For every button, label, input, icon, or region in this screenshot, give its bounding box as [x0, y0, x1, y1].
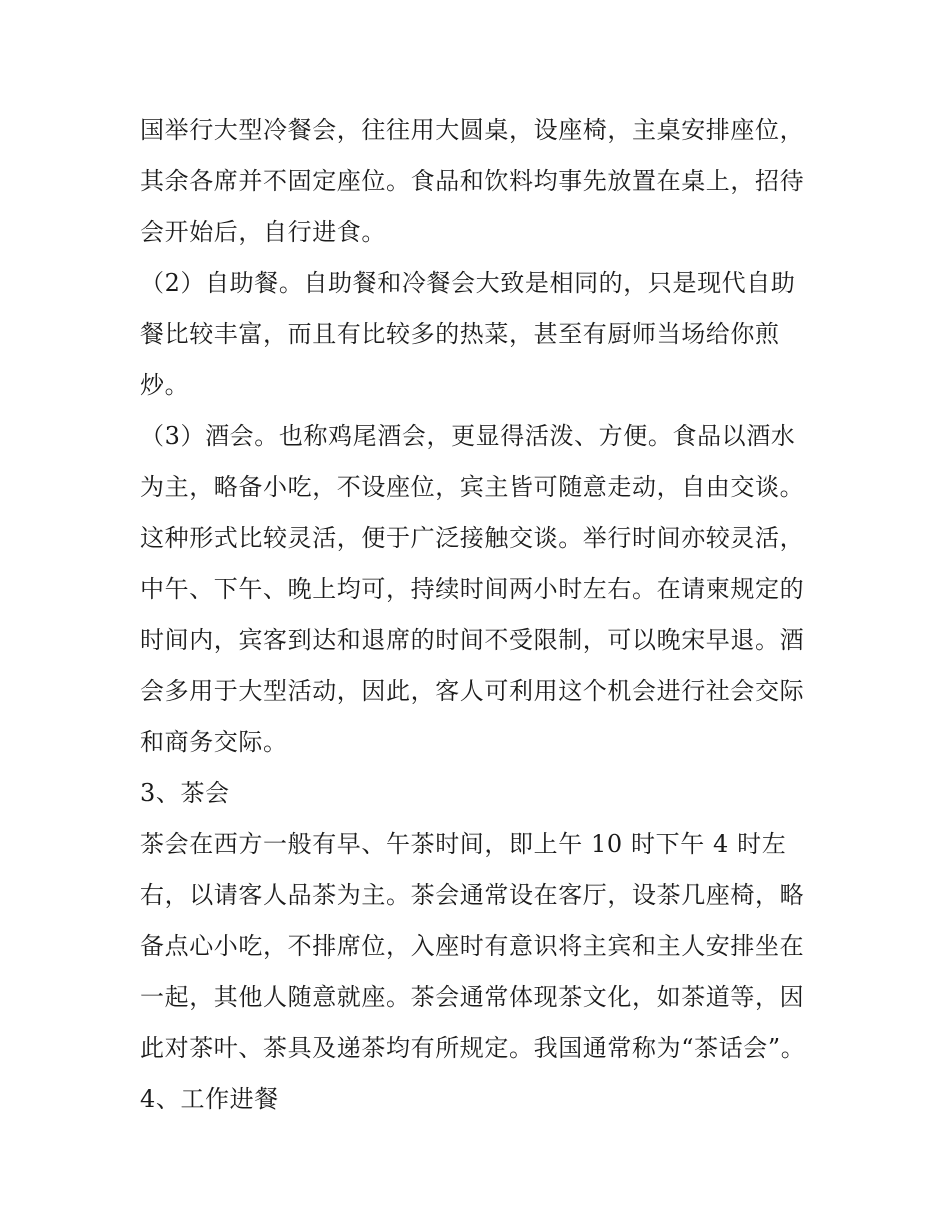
section-heading-working-meal: 4、工作进餐 — [140, 1085, 279, 1113]
list-item-cocktail: （3）酒会。也称鸡尾酒会，更显得活泼、方便。食品以酒水 — [140, 422, 796, 450]
text-line: 其余各席并不固定座位。食品和饮料均事先放置在桌上，招待 — [140, 167, 805, 195]
text-line: 这种形式比较灵活，便于广泛接触交谈。举行时间亦较灵活， — [140, 524, 805, 552]
text-line: 炒。 — [140, 371, 190, 399]
text-line: 餐比较丰富，而且有比较多的热菜，甚至有厨师当场给你煎 — [140, 320, 780, 348]
text-line: 为主，略备小吃，不设座位，宾主皆可随意走动，自由交谈。 — [140, 473, 805, 501]
list-item-buffet: （2）自助餐。自助餐和冷餐会大致是相同的，只是现代自助 — [140, 269, 796, 297]
text-line: 此对茶叶、茶具及递茶均有所规定。我国通常称为“茶话会”。 — [140, 1034, 806, 1062]
text-line: 会开始后，自行进食。 — [140, 218, 386, 246]
text-line: 茶会在西方一般有早、午茶时间，即上午 10 时下午 4 时左 — [140, 830, 787, 858]
text-line: 会多用于大型活动，因此，客人可利用这个机会进行社会交际 — [140, 677, 805, 705]
text-line: 时间内，宾客到达和退席的时间不受限制，可以晚宋早退。酒 — [140, 626, 805, 654]
text-line: 备点心小吃，不排席位，入座时有意识将主宾和主人安排坐在 — [140, 932, 805, 960]
section-heading-tea-party: 3、茶会 — [140, 779, 230, 807]
text-line: 国举行大型冷餐会，往往用大圆桌，设座椅，主桌安排座位， — [140, 116, 805, 144]
text-line: 中午、下午、晚上均可，持续时间两小时左右。在请柬规定的 — [140, 575, 805, 603]
text-line: 右，以请客人品茶为主。茶会通常设在客厅，设茶几座椅，略 — [140, 881, 805, 909]
text-line: 和商务交际。 — [140, 728, 288, 756]
text-line: 一起，其他人随意就座。茶会通常体现茶文化，如茶道等，因 — [140, 983, 805, 1011]
